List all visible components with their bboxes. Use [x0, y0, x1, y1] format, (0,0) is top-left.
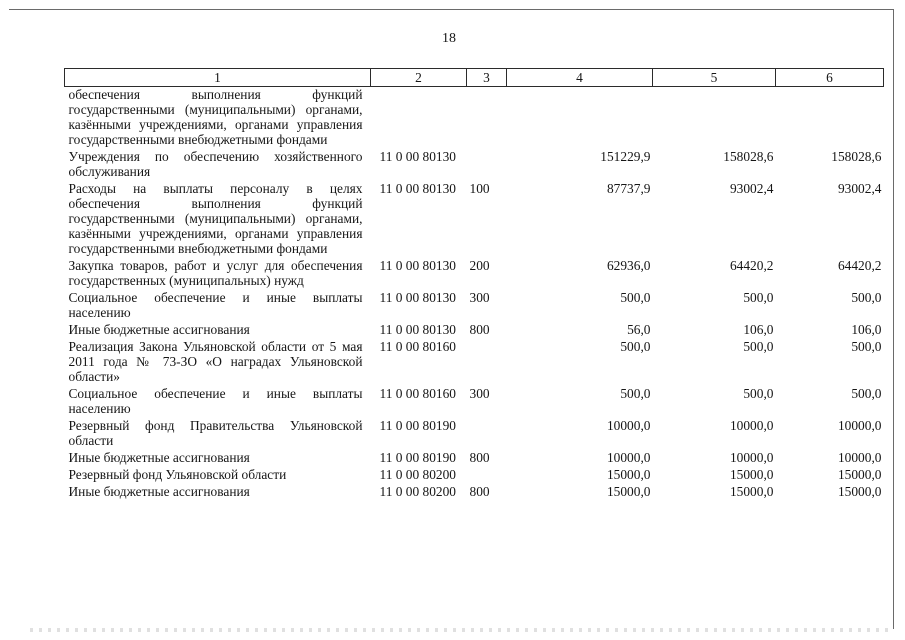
row-value-col4: 500,0	[620, 339, 651, 354]
row-expense-type	[467, 149, 507, 181]
row-expense-type: 800	[469, 484, 490, 499]
table-row	[65, 322, 884, 339]
row-value-col4	[507, 87, 653, 150]
row-code: 11 0 00 80190	[379, 418, 456, 433]
column-header: 3	[467, 69, 507, 87]
row-name: Иные бюджетные ассигнования	[68, 484, 250, 499]
row-value-col5: 500,0	[743, 290, 774, 305]
table-row	[65, 386, 884, 418]
row-name: Резервный фонд Ульяновской области	[68, 467, 287, 482]
row-value-col5: 64420,2	[729, 258, 774, 273]
row-code: 11 0 00 80130	[379, 322, 456, 337]
table-row	[65, 467, 884, 484]
row-name: Социальное обеспечение и иные выплаты населению	[68, 386, 363, 416]
column-header: 6	[776, 69, 884, 87]
row-expense-type: 100	[469, 181, 490, 196]
table-row	[65, 149, 884, 181]
row-code: 11 0 00 80130	[379, 290, 456, 305]
row-value-col4: 87737,9	[606, 181, 651, 196]
column-header: 5	[653, 69, 776, 87]
row-name: Иные бюджетные ассигнования	[68, 450, 250, 465]
row-name: Закупка товаров, работ и услуг для обеспечения государственных (муниципальных) нужд	[68, 258, 363, 288]
row-value-col4: 10000,0	[606, 450, 651, 465]
row-value-col4: 15000,0	[606, 484, 651, 499]
scan-artifact	[30, 628, 890, 632]
column-header: 4	[507, 69, 653, 87]
table-row	[65, 181, 884, 258]
row-expense-type	[467, 87, 507, 150]
row-code: 11 0 00 80190	[379, 450, 456, 465]
row-value-col4: 500,0	[620, 386, 651, 401]
row-value-col6: 500,0	[851, 290, 882, 305]
row-code: 11 0 00 80130	[379, 149, 456, 164]
row-value-col6: 93002,4	[837, 181, 882, 196]
row-value-col5: 15000,0	[729, 484, 774, 499]
row-code: 11 0 00 80130	[379, 258, 456, 273]
row-value-col5: 500,0	[743, 386, 774, 401]
row-value-col6: 64420,2	[837, 258, 882, 273]
row-value-col4: 151229,9	[600, 149, 651, 164]
row-code: 11 0 00 80130	[379, 181, 456, 196]
row-expense-type	[467, 467, 507, 484]
row-value-col6: 15000,0	[837, 467, 882, 482]
header-row	[65, 69, 884, 87]
row-expense-type: 800	[469, 322, 490, 337]
row-expense-type	[467, 418, 507, 450]
row-value-col6: 500,0	[851, 339, 882, 354]
table-row	[65, 258, 884, 290]
column-header: 1	[65, 69, 371, 87]
row-value-col5	[653, 87, 776, 150]
row-value-col5: 10000,0	[729, 450, 774, 465]
row-expense-type: 300	[469, 386, 490, 401]
row-code: 11 0 00 80200	[379, 467, 456, 482]
row-value-col4: 10000,0	[606, 418, 651, 433]
row-value-col5: 10000,0	[729, 418, 774, 433]
table-row	[65, 339, 884, 386]
row-name: Реализация Закона Ульяновской области от 5 мая 2011 года № 73-ЗО «О наградах Ульяновской области»	[68, 339, 363, 384]
row-value-col5: 106,0	[743, 322, 774, 337]
column-header: 2	[371, 69, 467, 87]
row-name: Иные бюджетные ассигнования	[68, 322, 250, 337]
table-row	[65, 290, 884, 322]
table-row	[65, 450, 884, 467]
row-expense-type: 300	[469, 290, 490, 305]
row-expense-type: 200	[469, 258, 490, 273]
row-value-col6: 10000,0	[837, 450, 882, 465]
row-value-col5: 15000,0	[729, 467, 774, 482]
row-code	[371, 87, 467, 150]
table-row	[65, 87, 884, 150]
row-name: Резервный фонд Правительства Ульяновской области	[68, 418, 363, 448]
budget-table	[64, 68, 884, 501]
row-expense-type	[467, 339, 507, 386]
page-number: 18	[442, 31, 456, 46]
row-value-col6: 106,0	[851, 322, 882, 337]
row-value-col6: 15000,0	[837, 484, 882, 499]
row-value-col5: 158028,6	[723, 149, 774, 164]
row-value-col5: 500,0	[743, 339, 774, 354]
row-name: обеспечения выполнения функций государственными (муниципальными) органами, казёнными учреждениями, органами управления государственными внебюджетными фондами	[68, 87, 363, 147]
row-value-col6: 158028,6	[831, 149, 882, 164]
row-code: 11 0 00 80160	[379, 386, 456, 401]
row-name: Учреждения по обеспечению хозяйственного обслуживания	[68, 149, 363, 179]
row-value-col6: 10000,0	[837, 418, 882, 433]
row-value-col4: 500,0	[620, 290, 651, 305]
row-value-col5: 93002,4	[729, 181, 774, 196]
row-value-col4: 62936,0	[606, 258, 651, 273]
row-value-col4: 56,0	[627, 322, 651, 337]
table-row	[65, 484, 884, 501]
row-name: Социальное обеспечение и иные выплаты населению	[68, 290, 363, 320]
row-code: 11 0 00 80160	[379, 339, 456, 354]
row-name: Расходы на выплаты персоналу в целях обеспечения выполнения функций государственными (муниципальными) органами, казёнными учреждениями, органами управления государственными внебюджетными фондами	[68, 181, 363, 256]
row-expense-type: 800	[469, 450, 490, 465]
row-value-col6: 500,0	[851, 386, 882, 401]
row-value-col4: 15000,0	[606, 467, 651, 482]
row-value-col6	[776, 87, 884, 150]
row-code: 11 0 00 80200	[379, 484, 456, 499]
table-row	[65, 418, 884, 450]
